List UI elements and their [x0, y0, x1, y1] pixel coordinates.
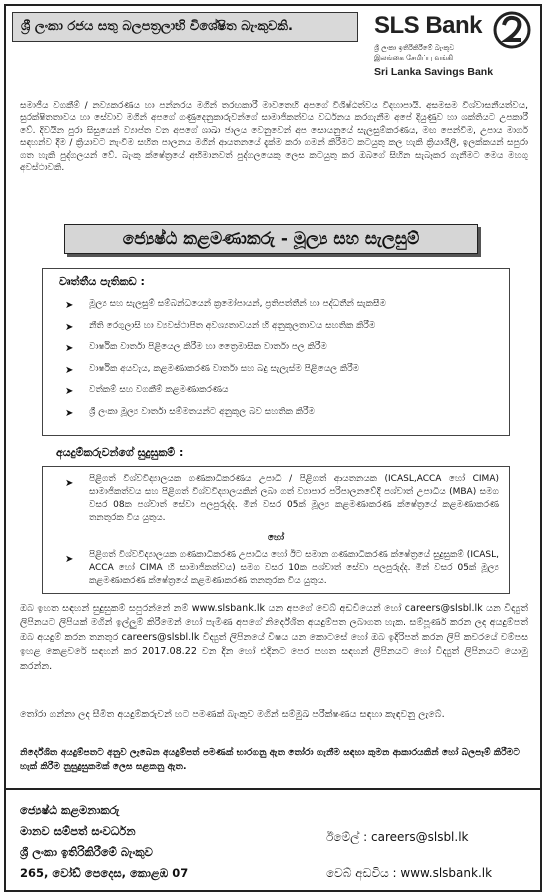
arrow-bullet-icon: ➤ [65, 407, 74, 419]
list-item-text: වාර්ෂික වාර්තා පිළියෙල කිරීම හා ත්‍රෛමාසික වාර්තා පල කිරීම [89, 342, 327, 353]
list-item-text: ශ්‍රී ලංකා මූල්‍ය වාර්තා සම්මතයන්ට අනුකූල බව සහතික කිරීම [89, 406, 315, 417]
arrow-bullet-icon: ➤ [65, 343, 74, 355]
logo-sinhala-name: ශ්‍රී ලංකා ඉතිරිකිරීමේ බැංකුව [374, 44, 455, 52]
address-line: මානව සම්පත් සංවර්ධන [20, 824, 136, 838]
arrow-bullet-icon: ➤ [65, 300, 74, 311]
qualifications-title: අයදුම්කරුවන්ගේ සුදුසුකම් : [56, 446, 184, 459]
qualification-option-2 [43, 549, 509, 588]
logo-tamil-name: இலங்கை சேமிப்பு வங்கி [374, 54, 454, 62]
address-line: 265, වෝඩ් පෙදෙස, කොළඹ 07 [20, 866, 189, 880]
list-item [43, 297, 509, 319]
footer [6, 788, 540, 890]
qualification-text: පිළිගත් විශ්වවිද්‍යාලයක ගණකාධිකරණය උපාධි / පිළිගත් ආයතනයක (ICASL,ACCA හෝ CIMA) සාමාජිකත්වය සහ පිළිගත් විශ්වවිද්‍යාලයකින් ලබා ගත් ව්‍යාපාර පරිපාලනවේදී පශ්චාත් උපාධිය (MBA) සමග වසර 08ක පශ්චාත් සේවා පලපුරුද්ද. මින් වසර 05ක් මූල්‍ය කළමණාකරණ ක්ෂේත්‍රයේ කළමණාකරණ තනතුරක විය යුතුය. [89, 474, 499, 523]
list-item-text: මූල්‍ය සහ සැලසුම් සම්බන්ධයෙන් ක්‍රමෝපායන්, ප්‍රතිපත්තීන් හා පද්ධතීන් සැකසීම [89, 299, 386, 309]
responsibilities-list [43, 297, 509, 427]
address-line: ජ්‍යෙෂ්ඨ කළමනාකරු [20, 803, 120, 817]
logo-wordmark: SLS Bank [374, 12, 483, 39]
email-contact [326, 830, 469, 845]
list-item [43, 362, 509, 384]
header-title: ශ්‍රී ලංකා රජය සතු බලපත්‍රලාභි විශේෂිත බැංකුවකි. [12, 12, 358, 42]
list-item-text: වත්කම් සහ වගකීම් කළමණාකරණය [89, 385, 229, 396]
application-instructions: ඔබ ඉහත සඳහන් සුදුසුකම් සපුරන්නේ නම් www.slsbank.lk යන අපගේ වෙබ් අඩවියෙන් හෝ careers@slsbl.lk යන විද්‍යුත් ලිපිනයට ලිපියක් මගින් ඉල්ලුම් කිරීමෙන් හෝ පැමිණ අපගේ නිර්දේශිත අයදුම්පත ලබාගත හැක. සම්පූර්ණ කරන ලද අයදුම්පත් ඔබ අයදුම් කරන තනතුර careers@slsbl.lk විද්‍යුත් ලිපිනයේ විෂය යන කොටසේ හෝ ඔබ ඉදිරිපත් කරන ලිපි කවරයේ වම්පස ඉහළ කෙළවරේ සඳහන් කර 2017.08.22 වන දින හෝ එදිනට පෙර පහත සඳහන් ලිපිනයට හෝ විද්‍යුත් ලිපිනයට යොමු කරන්න. [20, 603, 528, 672]
intro-paragraph: සමාජීය වගකීම් / නව්‍යකරණය හා පන්නරය මගින් තරඟකාරී මාවතෙහි අපගේ විශිෂ්ඨත්වය විදහාපායි. අසමසම විශ්වාසනීයත්වය, සුරක්ෂිතතාවය හා සේවාව මගින් අපගේ ගණුදෙනුකාරුවන්ගේ සාමාජිකත්වය වර්ධනය කරගැනීම අපේ දියුණුව හා ශක්තියට උපකාරී වේ. දිවයින පුරා සිසුයෙන් ව්‍යාප්ත වන අපගේ ශාඛා ජාලය වෙනුවෙන් අප සොයනුයේ සැලසුම්කරණය, මඟ පෙන්වීම, උපාය මාර්ග සඳහන්ව දීම / ක්‍රියාවට නැංවීම සහිත පාලනය මගින් ආයතනයේ දැක්ම කරා ගමන් කිරීමට කටයුතු කල හැකි ක්‍රියාශීලී, ඉලක්කයන් සපුරා ගත හැකි පුද්ගලයන් වේ. බැංකු ක්ෂේත්‍රයේ අභිමානවත් පුද්ගලයෙකු ලෙස කටයුතු කර ඔබගේ සිහින සැබෑකර ගැනීමට මෙය මහගු අවස්ථාවකි. [20, 101, 528, 174]
shortlist-note: තෝරා ගන්නා ලද සීමිත අයදුම්කරුවන් හට පමණක් බැංකුව මගින් සම්මුඛ පරීක්ෂණය සඳහා කැඳවනු ලැබේ. [20, 709, 445, 720]
arrow-bullet-icon: ➤ [65, 386, 74, 398]
list-item [43, 319, 509, 341]
arrow-bullet-icon: ➤ [65, 364, 74, 376]
arrow-bullet-icon: ➤ [65, 321, 74, 333]
address-line: ශ්‍රී ලංකා ඉතිරිකිරීමේ බැංකුව [20, 845, 153, 859]
website-link[interactable]: www.slsbank.lk [400, 866, 493, 880]
list-item [43, 383, 509, 405]
advertisement-frame [4, 4, 542, 892]
responsibilities-title: වෘත්තීය පැතිකඩ : [59, 275, 145, 288]
list-item [43, 405, 509, 427]
email-link[interactable]: careers@slsbl.lk [371, 830, 469, 844]
or-separator: හෝ [267, 533, 285, 543]
web-label: වෙබ් අඩවිය : [326, 866, 397, 880]
qualification-option-1 [43, 473, 509, 525]
email-label: ඊමේල් : [326, 830, 368, 844]
logo-english-name: Sri Lanka Savings Bank [374, 66, 494, 78]
disqualification-note: නිර්දේශිත අයදුම්පතට අනුව ලැබෙන අයදුම්පත් පමණක් භාරගනු ඇත තෝරා ගැනීම සඳහා කුමන ආකාරයකින් හෝ බලපෑම් කිරීමට හැක් කිරීම නුසුදුසුකමක් ලෙස සළකනු ඇත. [20, 747, 520, 772]
list-item [43, 340, 509, 362]
postal-address [20, 800, 188, 884]
web-contact [326, 866, 492, 881]
header [6, 6, 540, 96]
arrow-bullet-icon: ➤ [65, 554, 74, 565]
sls-bank-logo [374, 12, 536, 96]
qualifications-box [42, 466, 510, 594]
logo-emblem-icon [492, 10, 532, 50]
list-item-text: නීති රෙගුලාසි හා ව්‍යවස්ථාපිත අවශ්‍යතාවයන් හි අනුකූලතාවය සහතික කිරීම [89, 320, 376, 331]
qualification-text: පිළිගත් විශ්වවිද්‍යාලයක ගණකාධිකරණ උපාධිය හෝ ඊට සමාන ගණකාධිකරණ ක්ෂේත්‍රයේ සුදුසුකම් (ICASL, ACCA හෝ CIMA හි සාමාජිකත්වය) සමග වසර 10ක පශ්චාත් සේවා පලපුරුද්ද. මින් වසර 05ක් මූල්‍ය කළමණාකරණ ක්ෂේත්‍රයේ කළමණාකරණ තනතුරක විය යුතුය. [89, 550, 499, 586]
job-title-banner: ජ්‍යෙෂ්ඨ කළමණාකරු - මූල්‍ය සහ සැලසුම් [64, 224, 478, 254]
responsibilities-box [42, 268, 510, 436]
list-item-text: වාර්ෂික අයවැය, කළමණාකරණ වාර්තා සහ බදු සැලැස්ම පිළියෙල කිරීම [89, 363, 360, 374]
arrow-bullet-icon: ➤ [65, 478, 74, 489]
